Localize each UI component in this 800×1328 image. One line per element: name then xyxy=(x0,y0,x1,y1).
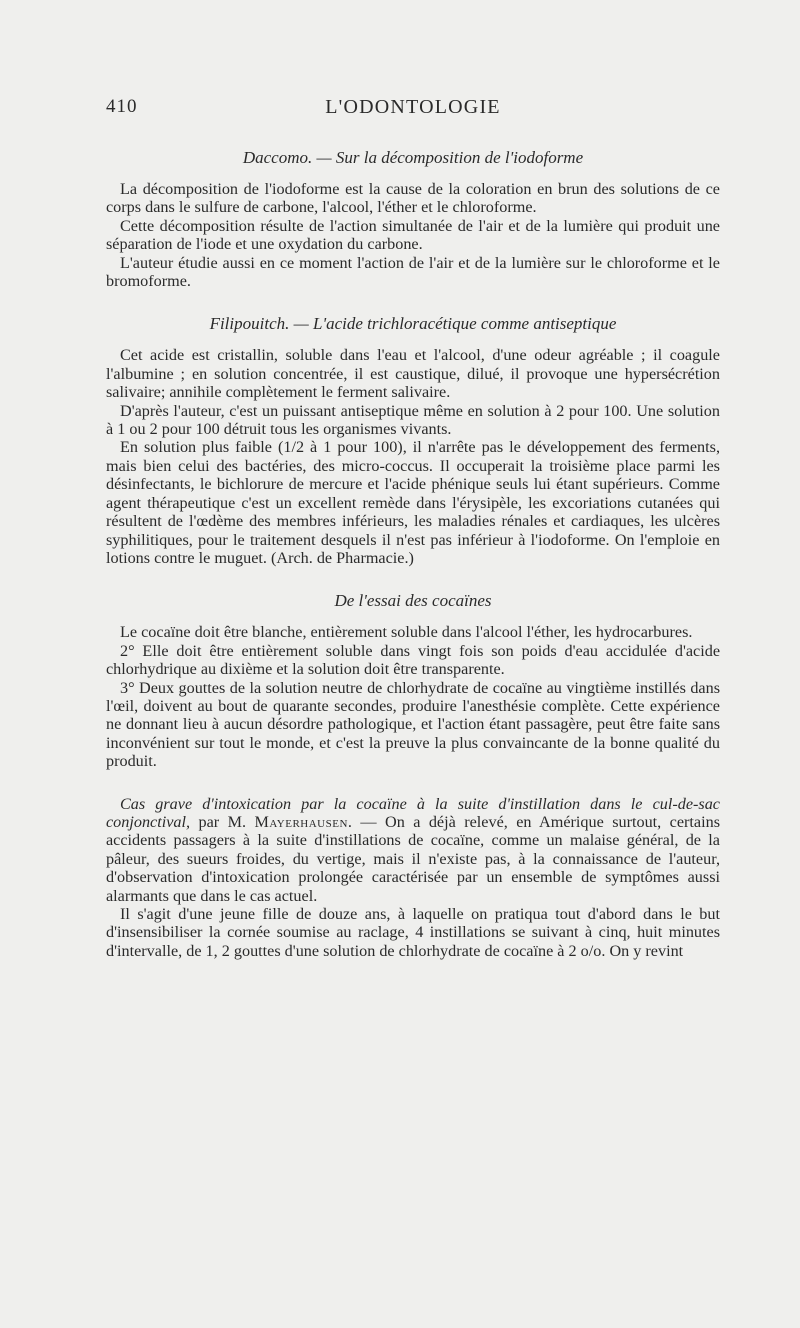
journal-title: L'ODONTOLOGIE xyxy=(325,96,501,118)
paragraph: Cette décomposition résulte de l'action simultanée de l'air et de la lumière qui produit une séparation de l'iode et une oxydation du carbone. xyxy=(106,216,720,254)
paragraph: 2° Elle doit être entièrement soluble dans vingt fois son poids d'eau accidulée d'acide chlorhydrique au dixième et la solution doit être transparente. xyxy=(106,641,720,679)
article-essai-cocaines xyxy=(106,591,720,770)
author-name: Mayerhausen xyxy=(254,812,348,831)
paragraph: D'après l'auteur, c'est un puissant antiseptique même en solution à 2 pour 100. Une solution à 1 ou 2 pour 100 détruit tous les organismes vivants. xyxy=(106,401,720,439)
article-title: Filipouitch. — L'acide trichloracétique comme antiseptique xyxy=(209,314,617,334)
article-acide-trichloracetique xyxy=(106,314,720,567)
inline-article-title: Cas grave d'intoxication par la cocaïne à la suite d'instillation dans le cul-de-sac conjonctival, xyxy=(106,794,720,831)
paragraph-text: . — On a déjà relevé, en Amérique surtout, certains accidents passagers à la suite d'instillations de cocaïne, comme un malaise général, de la pâleur, des sueurs froides, du vertige, mais il n'existe pas, à la connaissance de l'auteur, d'observation d'intoxication prolongée caractérisée par un ensemble de symptômes aussi alarmants que dans le cas actuel. xyxy=(106,812,720,905)
article-title: De l'essai des cocaïnes xyxy=(334,591,492,611)
running-head xyxy=(106,96,720,126)
article-intoxication-cocaine xyxy=(106,795,720,961)
paragraph: Cet acide est cristallin, soluble dans l'eau et l'alcool, d'une odeur agréable ; il coagule l'albumine ; en solution concentrée, il est caustique, dilué, il provoque une hypersécrétion salivaire; annihile complètement le ferment salivaire. xyxy=(106,346,720,402)
paragraph: L'auteur étudie aussi en ce moment l'action de l'air et de la lumière sur le chloroforme et le bromoforme. xyxy=(106,253,720,291)
byline: par M. xyxy=(190,812,255,831)
paragraph: En solution plus faible (1/2 à 1 pour 100), il n'arrête pas le développement des ferments, mais bien celui des bactéries, des micro-coccus. Il occuperait la troisième place parmi les désinfectants, le bichlorure de mercure et l'acide phénique seuls lui étant supérieurs. Comme agent thérapeutique c'est un excellent remède dans l'érysipèle, les excoriations cutanées qui résultent de l'œdème des membres inférieurs, les maladies rénales et cardiaques, les ulcères syphilitiques, pour le traitement desquels il n'est pas inférieur à l'iodoforme. On l'emploie en lotions contre le muguet. (Arch. de Pharmacie.) xyxy=(106,438,720,567)
paragraph: Le cocaïne doit être blanche, entièrement soluble dans l'alcool l'éther, les hydrocarbures. xyxy=(120,623,693,642)
paragraph: La décomposition de l'iodoforme est la cause de la coloration en brun des solutions de ce corps dans le sulfure de carbone, l'alcool, l'éther et le chloroforme. xyxy=(106,180,720,217)
article-iodoforme xyxy=(106,148,720,290)
paragraph: 3° Deux gouttes de la solution neutre de chlorhydrate de cocaïne au vingtième instillés dans l'œil, doivent au bout de quarante secondes, produire l'anesthésie complète. Cette expérience ne donnant lieu à aucun désordre pathologique, et l'action étant passagère, peut être faite sans inconvénient sur tout le monde, et c'est la preuve la plus convaincante de la bonne qualité du produit. xyxy=(106,678,720,771)
article-title: Daccomo. — Sur la décomposition de l'iodoforme xyxy=(242,148,584,167)
page-number: 410 xyxy=(106,96,138,117)
paragraph: Il s'agit d'une jeune fille de douze ans, à laquelle on pratiqua tout d'abord dans le but d'insensibiliser la cornée soumise au raclage, 4 instillations se suivant à cinq, huit minutes d'intervalle, de 1, 2 gouttes d'une solution de chlorhydrate de cocaïne à 2 o/o. On y revint xyxy=(106,905,720,960)
paragraph-with-inline-title xyxy=(106,795,720,905)
